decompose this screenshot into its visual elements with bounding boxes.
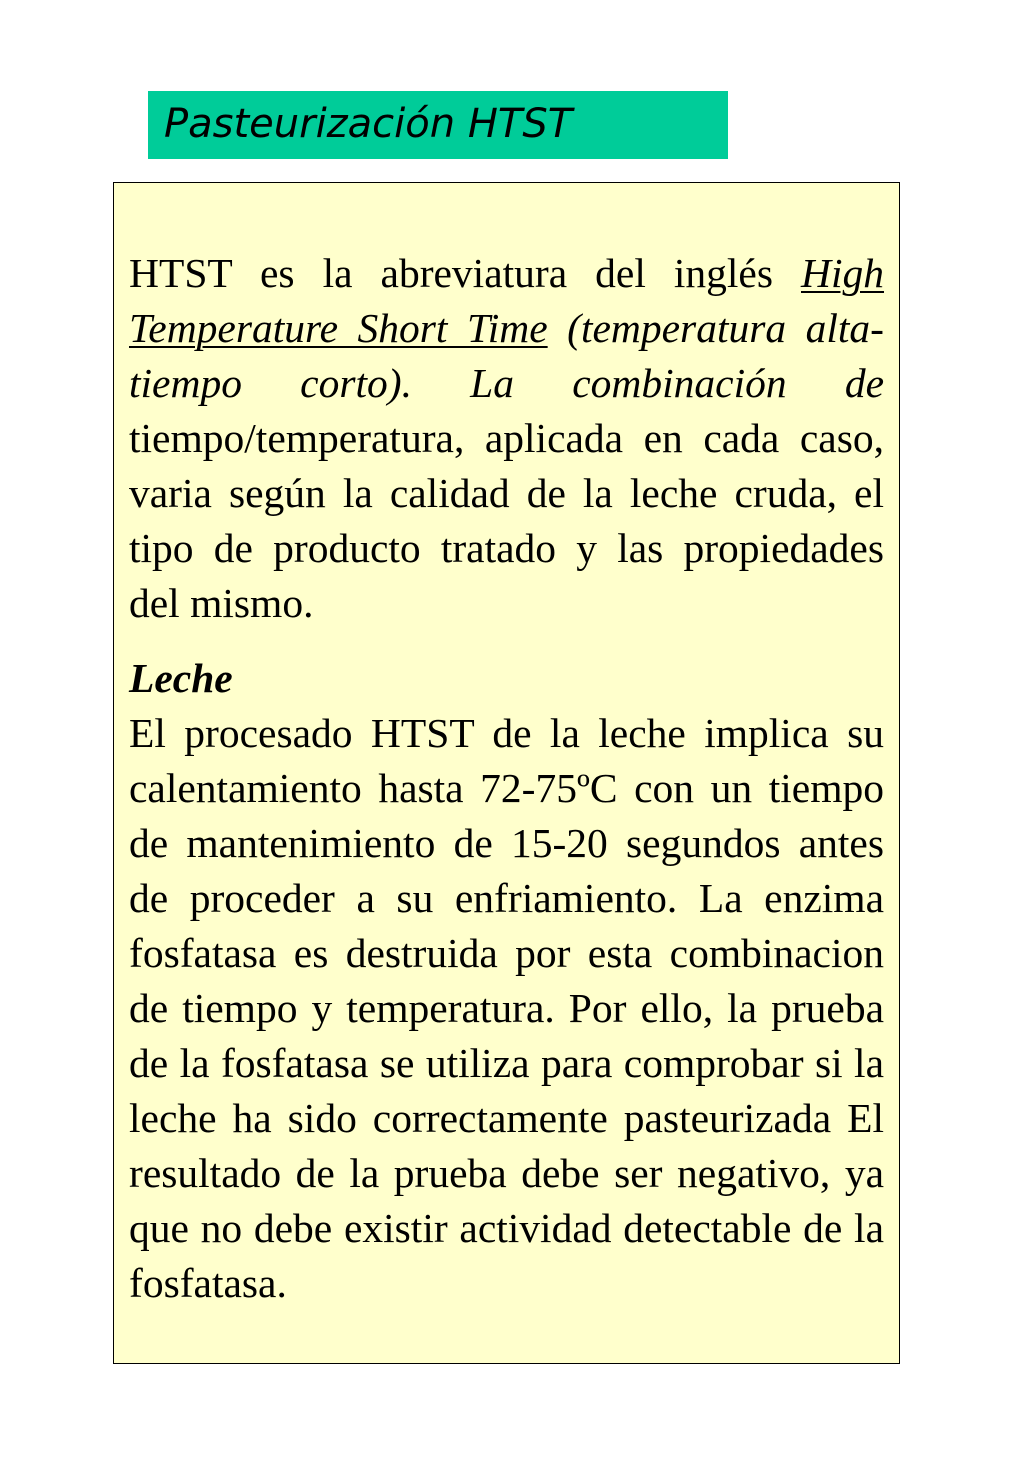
page-title: Pasteurización HTST	[164, 101, 573, 147]
section-body: El procesado HTST de la leche implica su calentamiento hasta 72-75ºC con un tiempo de mantenimiento de 15-20 segundos antes de proceder a su enfriamiento. La enzima fosfatasa es destruida por esta combinacion de tiempo y temperatura. Por ello, la prueba de la fosfatasa se utiliza para comprobar si la leche ha sido correctamente pasteurizada El resultado de la prueba debe ser negativo, ya que no debe existir actividad detectable de la fosfatasa.	[129, 710, 884, 1306]
section-heading: Leche	[129, 655, 233, 701]
content-body	[129, 246, 884, 1311]
content-panel	[113, 182, 900, 1364]
intro-paragraph	[129, 246, 884, 631]
title-banner	[148, 91, 728, 159]
intro-text-after: tiempo/temperatura, aplicada en cada caso, varia según la calidad de la leche cruda, el tipo de producto tratado y las propiedades del mismo.	[129, 415, 884, 626]
english-term: High Temperature Short Time	[129, 250, 884, 351]
translation-text: (temperatura alta-tiempo corto). La combinación de	[129, 305, 884, 406]
intro-text-before: HTST es la abreviatura del inglés	[129, 250, 801, 296]
